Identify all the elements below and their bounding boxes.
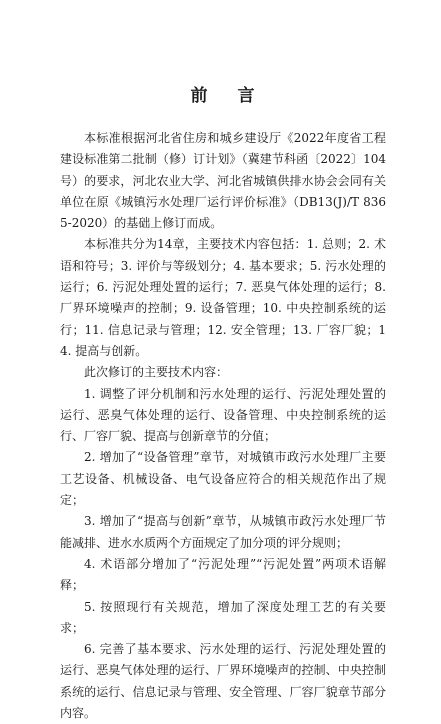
revision-item-4: 4. 术语部分增加了“污泥处理”“污泥处置”两项术语解释； <box>60 556 386 593</box>
revision-item-2: 2. 增加了“设备管理”章节，对城镇市政污水处理厂主要工艺设备、机械设备、电气设备应符合的相关规范作出了规定； <box>60 450 386 508</box>
revision-item-3: 3. 增加了“提高与创新”章节，从城镇市政污水处理厂节能减排、进水水质两个方面规定了加分项的评分规则； <box>60 514 386 550</box>
paragraph-basis: 本标准根据河北省住房和城乡建设厅《2022年度省工程建设标准第二批制（修）订计划》（冀建节科函〔2022〕104号）的要求，河北农业大学、河北省城镇供排水协会会同有关单位在原《城镇污水处理厂运行评价标准》（DB13(J)/T 8365-2020）的基础上修订而成。 <box>60 131 386 231</box>
revision-item-5: 5. 按照现行有关规范，增加了深度处理工艺的有关要求； <box>60 599 386 635</box>
document-page <box>60 0 386 721</box>
paragraph-revision-intro: 此次修订的主要技术内容： <box>84 365 229 380</box>
page-title: 前 言 <box>190 86 256 106</box>
document-body <box>60 128 386 724</box>
paragraph-contents: 本标准共分为14章，主要技术内容包括：1. 总则；2. 术语和符号；3. 评价与等级划分；4. 基本要求；5. 污水处理的运行；6. 污泥处理处置的运行；7. 恶臭气体处理的运行；8. 厂界环境噪声的控制；9. 设备管理；10. 中央控制系统的运行；11. 信息记录与管理；12. 安全管理；13. 厂容厂貌；14. 提高与创新。 <box>60 237 386 358</box>
revision-item-1: 1. 调整了评分机制和污水处理的运行、污泥处理处置的运行、恶臭气体处理的运行、设备管理、中央控制系统的运行、厂容厂貌、提高与创新章节的分值； <box>60 386 386 444</box>
revision-item-6: 6. 完善了基本要求、污水处理的运行、污泥处理处置的运行、恶臭气体处理的运行、厂界环境噪声的控制、中央控制系统的运行、信息记录与管理、安全管理、厂容厂貌章节部分内容。 <box>60 642 386 721</box>
